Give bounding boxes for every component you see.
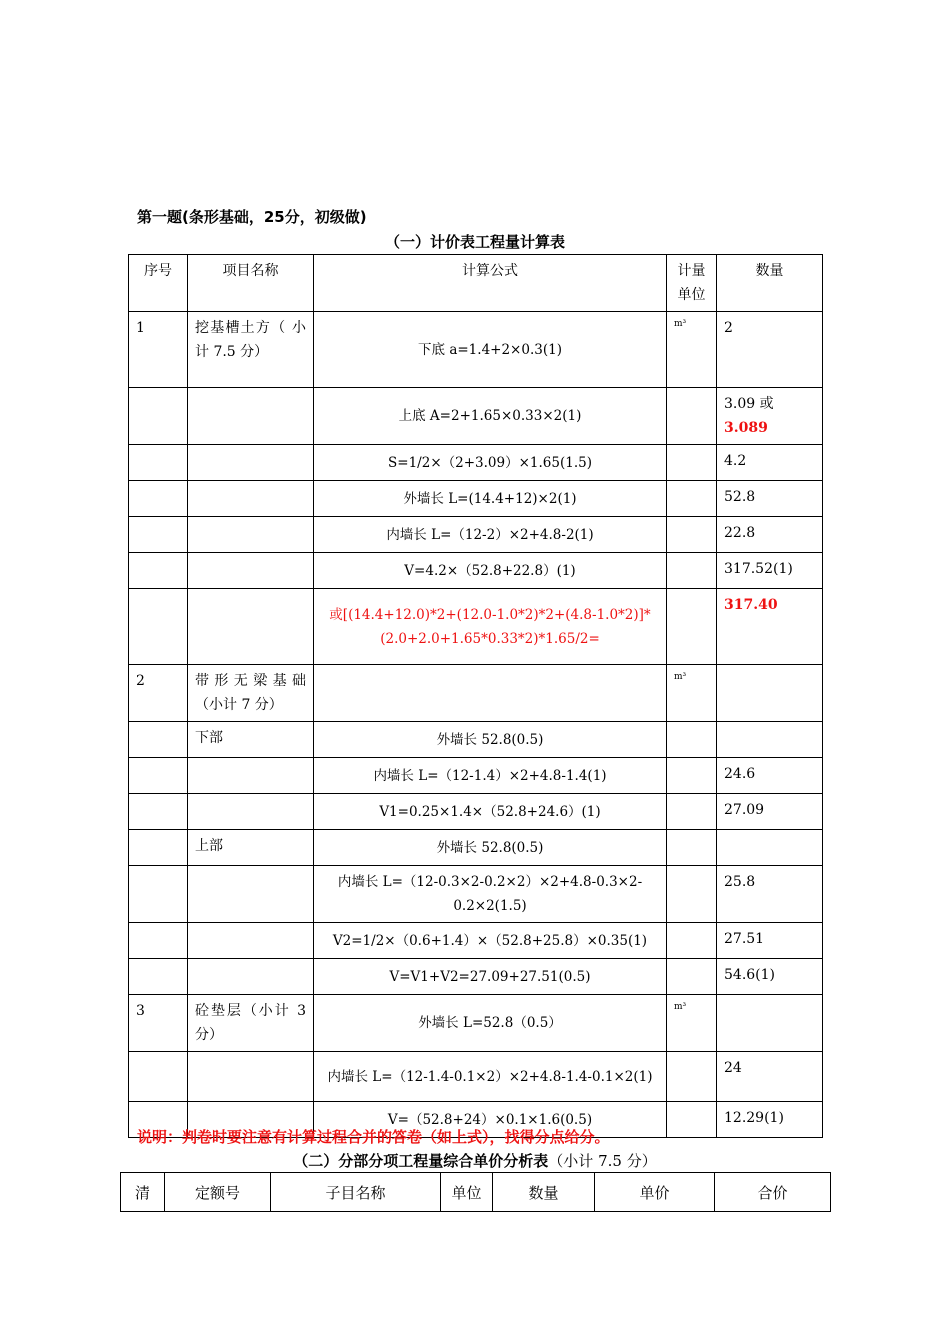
quantity-cell	[717, 388, 823, 445]
quantity-value: 54.6(1)	[724, 967, 776, 983]
unit-cell	[667, 758, 717, 794]
row-number-cell	[129, 665, 188, 722]
row-number-cell	[129, 995, 188, 1052]
grading-note: 说明：判卷时要注意有计算过程合并的答卷（如上式），找得分点给分。	[137, 1128, 610, 1146]
item-name-cell	[188, 589, 314, 665]
unit-cell	[667, 722, 717, 758]
unit-cell	[667, 995, 717, 1052]
quantity-cell	[717, 1052, 823, 1102]
quantity-cell	[717, 589, 823, 665]
quantity-cell	[717, 517, 823, 553]
quantity-value: 24.6	[724, 766, 756, 782]
table-row	[129, 995, 823, 1052]
row-number-cell	[129, 830, 188, 866]
table-row	[129, 1052, 823, 1102]
row-number-text: 2	[136, 673, 145, 689]
quantity-value: 27.51	[724, 931, 765, 947]
table-row	[129, 923, 823, 959]
quantity-value: 317.52(1)	[724, 561, 793, 577]
header-total-price: 合价	[715, 1173, 831, 1212]
table1-header-row	[129, 255, 823, 312]
table2-title	[120, 1150, 830, 1171]
item-name-cell	[188, 995, 314, 1052]
table-row	[129, 517, 823, 553]
unit-cell	[667, 517, 717, 553]
unit-text: m³	[674, 672, 687, 682]
unit-cell	[667, 388, 717, 445]
header-row-number: 序号	[129, 255, 188, 312]
row-number-cell	[129, 959, 188, 995]
table2-title-main: （二）分部分项工程量综合单价分析表	[293, 1152, 549, 1170]
quantity-value: 27.09	[724, 802, 765, 818]
formula-cell	[314, 866, 667, 923]
item-name-text: 下部	[195, 730, 223, 746]
formula-cell	[314, 923, 667, 959]
header-sub-item-name: 子目名称	[271, 1173, 441, 1212]
row-number-cell	[129, 866, 188, 923]
table-row	[129, 665, 823, 722]
formula-text: 外墙长 L=52.8（0.5）	[418, 1015, 562, 1031]
quantity-cell	[717, 665, 823, 722]
table-row	[129, 445, 823, 481]
unit-cell	[667, 866, 717, 923]
item-name-cell	[188, 481, 314, 517]
unit-text: m³	[674, 319, 687, 329]
row-number-cell	[129, 481, 188, 517]
item-name-cell	[188, 758, 314, 794]
formula-text: V1=0.25×1.4×（52.8+24.6）(1)	[379, 803, 601, 820]
question-title: 第一题(条形基础，25分，初级做)	[137, 208, 367, 226]
table-row	[129, 959, 823, 995]
formula-cell	[314, 959, 667, 995]
quantity-calculation-table	[128, 254, 823, 1138]
row-number-text: 3	[136, 1003, 145, 1019]
formula-text: 内墙长 L=（12-0.3×2-0.2×2）×2+4.8-0.3×2-0.2×2(1.5)	[337, 874, 643, 914]
unit-cell	[667, 794, 717, 830]
table-row	[129, 388, 823, 445]
row-number-cell	[129, 722, 188, 758]
unit-cell	[667, 1102, 717, 1138]
formula-text: 外墙长 52.8(0.5)	[436, 839, 544, 856]
item-name-cell	[188, 553, 314, 589]
formula-cell	[314, 481, 667, 517]
formula-cell	[314, 312, 667, 388]
quantity-cell	[717, 1102, 823, 1138]
row-number-cell	[129, 553, 188, 589]
formula-cell	[314, 995, 667, 1052]
unit-price-analysis-table	[120, 1172, 831, 1212]
row-number-text: 1	[136, 320, 145, 336]
item-name-text: 上部	[195, 838, 223, 854]
formula-cell	[314, 1052, 667, 1102]
quantity-cell	[717, 923, 823, 959]
formula-cell	[314, 758, 667, 794]
item-name-cell	[188, 388, 314, 445]
alternative-quantity: 317.40	[724, 597, 778, 613]
header-quantity: 数量	[493, 1173, 595, 1212]
table-row	[129, 481, 823, 517]
alternative-formula: 或[(14.4+12.0)*2+(12.0-1.0*2)*2+(4.8-1.0*2)]*(2.0+2.0+1.65*0.33*2)*1.65/2=	[329, 606, 651, 647]
item-name-text: 砼垫层（小计 3 分）	[195, 1003, 306, 1043]
header-list-code: 清	[121, 1173, 165, 1212]
row-number-cell	[129, 794, 188, 830]
unit-cell	[667, 830, 717, 866]
unit-cell	[667, 959, 717, 995]
table-row	[129, 589, 823, 665]
row-number-cell	[129, 758, 188, 794]
quantity-value: 24	[724, 1060, 742, 1076]
quantity-cell	[717, 722, 823, 758]
header-quantity: 数量	[717, 255, 823, 312]
header-item-name: 项目名称	[188, 255, 314, 312]
formula-cell	[314, 388, 667, 445]
quantity-cell	[717, 959, 823, 995]
formula-text: S=1/2×（2+3.09）×1.65(1.5)	[388, 454, 592, 471]
row-number-cell	[129, 589, 188, 665]
table-row	[129, 758, 823, 794]
item-name-cell	[188, 1052, 314, 1102]
header-quota-number: 定额号	[165, 1173, 271, 1212]
unit-cell	[667, 445, 717, 481]
table-row	[129, 866, 823, 923]
item-name-cell	[188, 665, 314, 722]
header-unit-price: 单价	[595, 1173, 715, 1212]
formula-text: 内墙长 L=（12-1.4-0.1×2）×2+4.8-1.4-0.1×2(1)	[327, 1068, 653, 1085]
formula-cell	[314, 830, 667, 866]
quantity-cell	[717, 866, 823, 923]
quantity-cell	[717, 995, 823, 1052]
alternative-quantity: 3.089	[724, 420, 768, 436]
quantity-value: 25.8	[724, 874, 756, 890]
unit-cell	[667, 312, 717, 388]
quantity-value: 12.29(1)	[724, 1110, 784, 1126]
formula-text: V2=1/2×（0.6+1.4）×（52.8+25.8）×0.35(1)	[332, 932, 648, 949]
item-name-text: 挖基槽土方（ 小 计 7.5 分）	[195, 320, 306, 360]
formula-text: 外墙长 L=(14.4+12)×2(1)	[403, 490, 577, 507]
quantity-value: 52.8	[724, 489, 756, 505]
item-name-cell	[188, 517, 314, 553]
item-name-cell	[188, 794, 314, 830]
formula-cell	[314, 517, 667, 553]
item-name-cell	[188, 923, 314, 959]
quantity-cell	[717, 445, 823, 481]
row-number-cell	[129, 517, 188, 553]
formula-cell	[314, 665, 667, 722]
table1-title: （一）计价表工程量计算表	[384, 233, 565, 251]
formula-cell	[314, 722, 667, 758]
table-row	[129, 553, 823, 589]
quantity-cell	[717, 758, 823, 794]
unit-cell	[667, 589, 717, 665]
item-name-cell	[188, 830, 314, 866]
quantity-value: 22.8	[724, 525, 756, 541]
row-number-cell	[129, 445, 188, 481]
formula-text: V=V1+V2=27.09+27.51(0.5)	[389, 968, 591, 985]
header-unit: 计量单位	[667, 255, 717, 312]
quantity-value: 2	[724, 320, 733, 336]
row-number-cell	[129, 312, 188, 388]
formula-text: 内墙长 L=（12-1.4）×2+4.8-1.4(1)	[373, 767, 607, 784]
formula-text: 外墙长 52.8(0.5)	[436, 731, 544, 748]
formula-cell	[314, 589, 667, 665]
item-name-cell	[188, 445, 314, 481]
formula-cell	[314, 445, 667, 481]
header-unit: 单位	[441, 1173, 493, 1212]
table-row	[129, 312, 823, 388]
table2-header-row	[121, 1173, 831, 1212]
unit-text: m³	[674, 1002, 687, 1012]
quantity-cell	[717, 553, 823, 589]
formula-text: 内墙长 L=（12-2）×2+4.8-2(1)	[386, 526, 594, 543]
quantity-cell	[717, 830, 823, 866]
formula-text: 下底 a=1.4+2×0.3(1)	[418, 341, 562, 358]
quantity-cell	[717, 481, 823, 517]
item-name-cell	[188, 959, 314, 995]
table-row	[129, 830, 823, 866]
formula-text: V=（52.8+24）×0.1×1.6(0.5)	[387, 1111, 593, 1128]
item-name-cell	[188, 866, 314, 923]
table2-title-subtotal: （小计 7.5 分）	[548, 1152, 657, 1170]
formula-cell	[314, 553, 667, 589]
formula-cell	[314, 794, 667, 830]
quantity-value: 4.2	[724, 453, 747, 469]
quantity-cell	[717, 794, 823, 830]
table-row	[129, 794, 823, 830]
row-number-cell	[129, 388, 188, 445]
row-number-cell	[129, 923, 188, 959]
unit-cell	[667, 481, 717, 517]
unit-cell	[667, 1052, 717, 1102]
formula-text: V=4.2×（52.8+22.8）(1)	[404, 562, 576, 579]
quantity-value: 3.09 或	[724, 396, 774, 412]
item-name-cell	[188, 312, 314, 388]
unit-cell	[667, 665, 717, 722]
quantity-cell	[717, 312, 823, 388]
item-name-text: 带形无梁基础（小计 7 分）	[195, 673, 306, 713]
header-formula: 计算公式	[314, 255, 667, 312]
formula-text: 上底 A=2+1.65×0.33×2(1)	[398, 408, 582, 424]
item-name-cell	[188, 722, 314, 758]
row-number-cell	[129, 1052, 188, 1102]
unit-cell	[667, 553, 717, 589]
unit-cell	[667, 923, 717, 959]
table-row	[129, 722, 823, 758]
